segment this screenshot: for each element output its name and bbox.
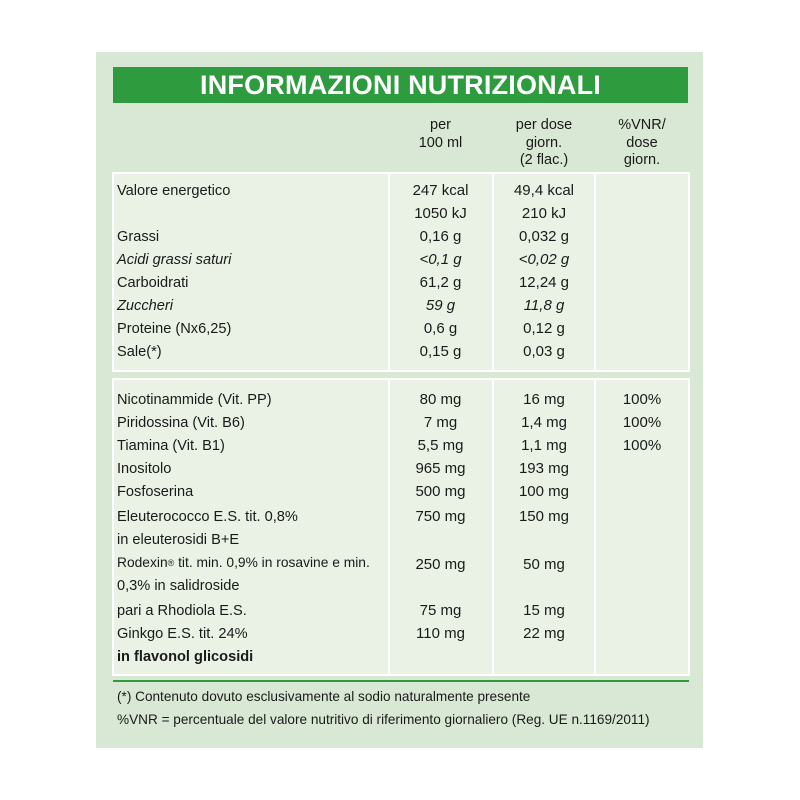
- value-dose: 49,4 kcal: [513, 182, 575, 199]
- rodexin-name: Rodexin: [117, 555, 168, 570]
- row-label: Ginkgo E.S. tit. 24%: [117, 626, 248, 642]
- row-label: 0,3% in salidroside: [117, 578, 240, 594]
- value-per100: 0,16 g: [419, 228, 462, 245]
- header-vnr-line2: dose: [626, 134, 658, 151]
- value-per100: 750 mg: [415, 508, 466, 525]
- value-dose: 1,1 mg: [521, 437, 567, 454]
- header-vnr: [594, 117, 690, 170]
- row-label: in eleuterosidi B+E: [117, 532, 240, 548]
- table-title: INFORMAZIONI NUTRIZIONALI: [113, 67, 688, 103]
- value-dose: 16 mg: [523, 391, 565, 408]
- row-label: Eleuterococco E.S. tit. 0,8%: [117, 509, 298, 525]
- row-label: Carboidrati: [117, 275, 189, 291]
- value-per100: 1050 kJ: [414, 205, 467, 222]
- value-dose: 22 mg: [523, 625, 565, 642]
- value-dose: 210 kJ: [521, 205, 567, 222]
- value-dose: 0,032 g: [518, 228, 570, 245]
- value-per100: 0,15 g: [419, 343, 462, 360]
- value-dose: 1,4 mg: [521, 414, 567, 431]
- value-dose: 150 mg: [518, 508, 570, 525]
- header-per-100ml-line2: 100 ml: [418, 134, 463, 151]
- value-dose: 0,03 g: [523, 343, 565, 360]
- footnote-sodium: (*) Contenuto dovuto esclusivamente al sodio naturalmente presente: [117, 689, 531, 704]
- value-per100: 110 mg: [416, 625, 465, 642]
- footer-divider: [113, 680, 689, 682]
- value-dose: 15 mg: [523, 602, 565, 619]
- value-vnr: 100%: [622, 414, 662, 431]
- row-label: Valore energetico: [117, 183, 231, 199]
- value-per100: 59 g: [425, 297, 456, 314]
- value-per100: 500 mg: [415, 483, 466, 500]
- footnote-vnr: %VNR = percentuale del valore nutritivo di riferimento giornaliero (Reg. UE n.1169/2011): [117, 712, 650, 727]
- value-per100: 61,2 g: [419, 274, 462, 291]
- value-per100: 0,6 g: [423, 320, 458, 337]
- row-label: Acidi grassi saturi: [117, 252, 232, 268]
- value-dose: 193 mg: [518, 460, 570, 477]
- value-per100: 7 mg: [423, 414, 458, 431]
- header-vnr-line1: %VNR/: [618, 117, 666, 133]
- value-per100: 250 mg: [415, 556, 466, 573]
- value-per100: 247 kcal: [412, 182, 469, 199]
- rodexin-description: tit. min. 0,9% in rosavine e min.: [174, 555, 370, 570]
- header-per-100ml: [388, 117, 493, 152]
- registered-mark: ®: [167, 558, 175, 568]
- row-label-rodexin: [117, 553, 370, 573]
- value-dose: 0,12 g: [523, 320, 565, 337]
- value-dose: <0,02 g: [518, 251, 570, 268]
- value-per100: 75 mg: [419, 602, 462, 619]
- value-vnr: 100%: [622, 437, 662, 454]
- header-per-100ml-line1: per: [430, 117, 451, 133]
- row-label: Piridossina (Vit. B6): [117, 415, 245, 431]
- row-label: Grassi: [117, 229, 160, 245]
- value-dose: 11,8 g: [523, 297, 565, 314]
- value-per100: <0,1 g: [419, 251, 462, 268]
- value-per100: 965 mg: [415, 460, 466, 477]
- row-label: Proteine (Nx6,25): [117, 321, 232, 337]
- row-label: Inositolo: [117, 461, 172, 477]
- header-per-dose: [492, 117, 596, 170]
- value-per100: 80 mg: [419, 391, 462, 408]
- row-label: Nicotinammide (Vit. PP): [117, 392, 272, 408]
- row-label: Sale(*): [117, 344, 162, 360]
- row-label: Fosfoserina: [117, 484, 194, 500]
- row-label: pari a Rhodiola E.S.: [117, 603, 247, 619]
- row-label: Zuccheri: [117, 298, 173, 314]
- header-per-dose-line1: per dose: [515, 117, 573, 133]
- value-vnr: 100%: [622, 391, 662, 408]
- value-dose: 100 mg: [518, 483, 570, 500]
- header-per-dose-line3: (2 flac.): [519, 152, 569, 168]
- header-vnr-line3: giorn.: [623, 152, 661, 168]
- nutrition-vnr-cell: [594, 172, 690, 372]
- value-dose: 12,24 g: [518, 274, 570, 291]
- value-dose: 50 mg: [523, 556, 565, 573]
- row-label: in flavonol glicosidi: [117, 649, 254, 665]
- row-label: Tiamina (Vit. B1): [117, 438, 225, 454]
- value-per100: 5,5 mg: [417, 437, 464, 454]
- header-per-dose-line2: giorn.: [525, 134, 563, 151]
